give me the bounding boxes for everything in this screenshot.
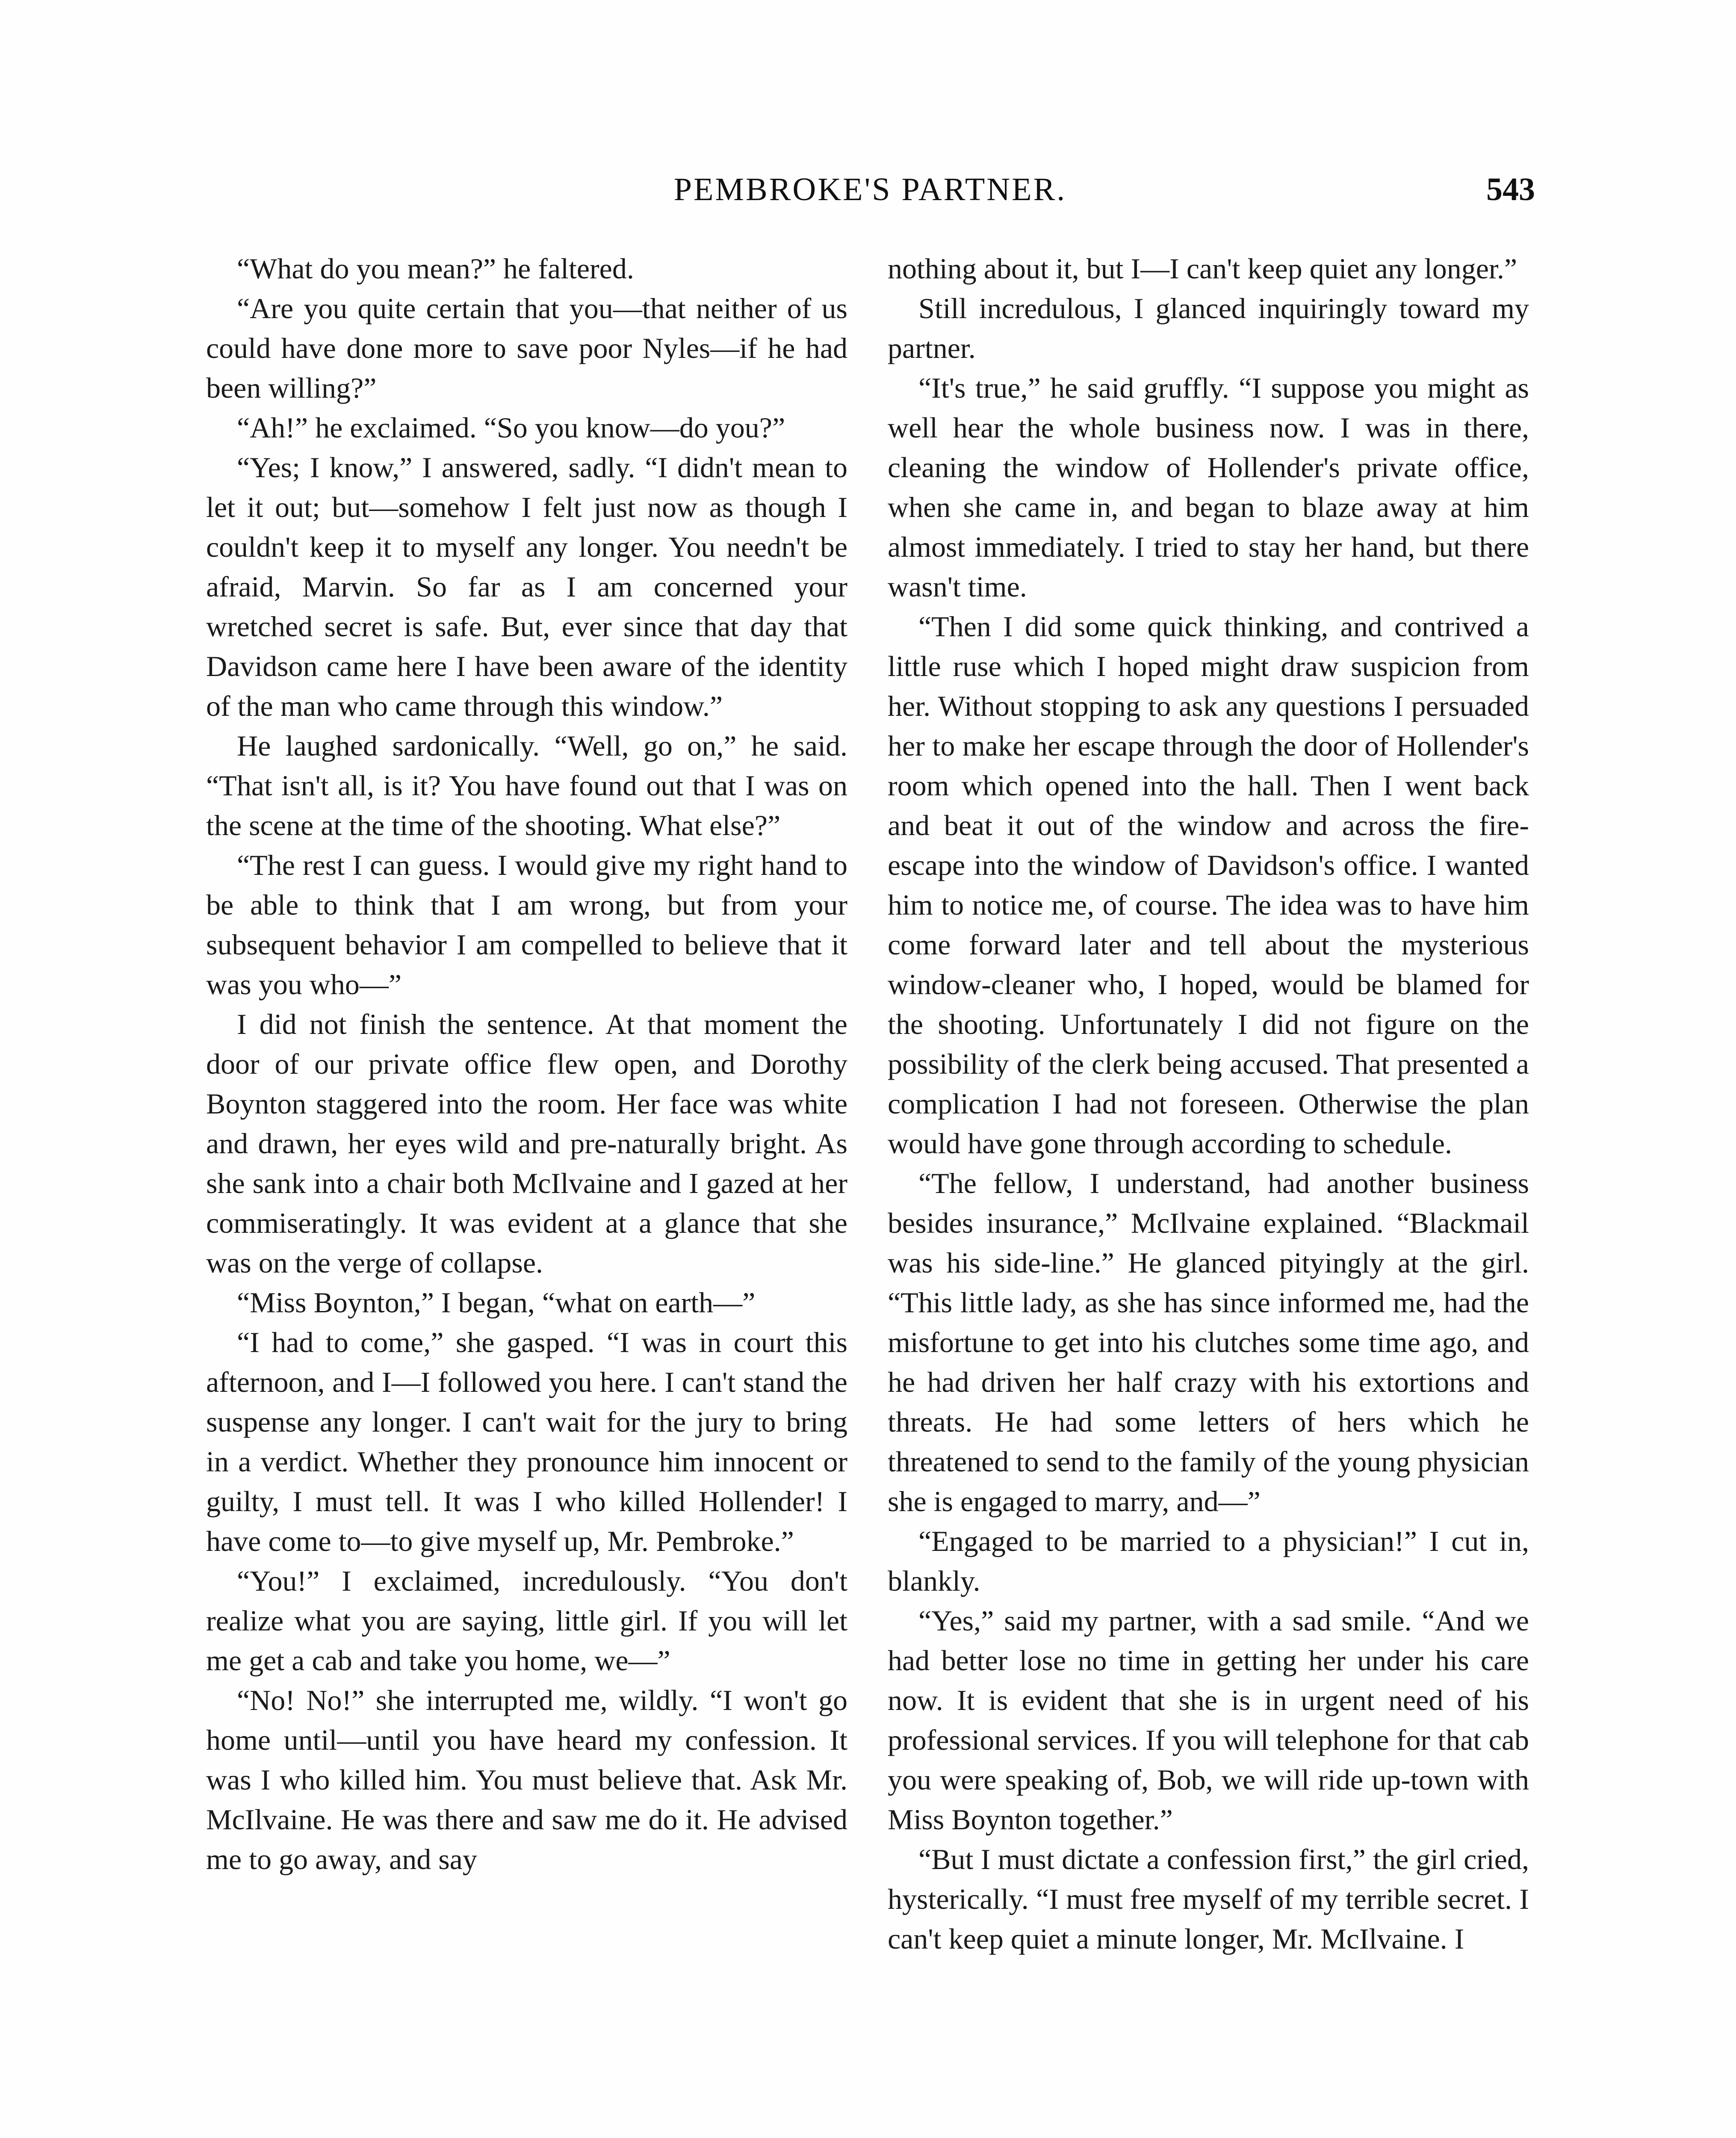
right-column	[888, 249, 1529, 1959]
paragraph: “You!” I exclaimed, incredulously. “You don't realize what you are saying, little girl. If you will let me get a cab and take you home, we—”	[206, 1565, 847, 1677]
paragraph: “Ah!” he exclaimed. “So you know—do you?”	[237, 411, 785, 444]
paragraph: “I had to come,” she gasped. “I was in court this afternoon, and I—I followed you here. I can't stand the suspense any longer. I can't wait for the jury to bring in a verdict. Whether they pronounce him innocent or guilty, I must tell. It was I who killed Hollender! I have come to—to give myself up, Mr. Pembroke.”	[206, 1326, 847, 1557]
paragraph: “Are you quite certain that you—that neither of us could have done more to save poor Nyles—if he had been willing?”	[206, 292, 847, 404]
paragraph: “What do you mean?” he faltered.	[237, 252, 634, 285]
paragraph: nothing about it, but I—I can't keep quiet any longer.”	[888, 252, 1517, 285]
paragraph: “Yes; I know,” I answered, sadly. “I didn't mean to let it out; but—somehow I felt just now as though I couldn't keep it to myself any longer. You needn't be afraid, Marvin. So far as I am concerned your wretched secret is safe. But, ever since that day that Davidson came here I have been aware of the identity of the man who came through this window.”	[206, 451, 847, 722]
paragraph: He laughed sardonically. “Well, go on,” he said. “That isn't all, is it? You have found out that I was on the scene at the time of the shooting. What else?”	[206, 729, 847, 842]
paragraph: “Yes,” said my partner, with a sad smile. “And we had better lose no time in getting her under his care now. It is evident that she is in urgent need of his professional services. If you will telephone for that cab you were speaking of, Bob, we will ride up-town with Miss Boynton together.”	[888, 1604, 1529, 1836]
paragraph: “The rest I can guess. I would give my right hand to be able to think that I am wrong, but from your subsequent behavior I am compelled to believe that it was you who—”	[206, 849, 847, 1001]
paragraph: “It's true,” he said gruffly. “I suppose you might as well hear the whole business now. I was in there, cleaning the window of Hollender's private office, when she came in, and began to blaze away at him almost immediately. I tried to stay her hand, but there wasn't time.	[888, 372, 1529, 603]
paragraph: “Miss Boynton,” I began, “what on earth—”	[237, 1286, 756, 1319]
paragraph: “Then I did some quick thinking, and contrived a little ruse which I hoped might draw suspicion from her. Without stopping to ask any questions I persuaded her to make her escape through the door of Hollender's room which opened into the hall. Then I went back and beat it out of the window and across the fire-escape into the window of Davidson's office. I wanted him to notice me, of course. The idea was to have him come forward later and tell about the mysterious window-cleaner who, I hoped, would be blamed for the shooting. Unfortunately I did not figure on the possibility of the clerk being accused. That presented a complication I had not foreseen. Otherwise the plan would have gone through according to schedule.	[888, 610, 1529, 1160]
paragraph: “No! No!” she interrupted me, wildly. “I won't go home until—until you have heard my confession. It was I who killed him. You must believe that. Ask Mr. McIlvaine. He was there and saw me do it. He advised me to go away, and say	[206, 1684, 847, 1875]
page-number: 543	[1486, 171, 1535, 207]
paragraph: “Engaged to be married to a physician!” I cut in, blankly.	[888, 1525, 1529, 1597]
paragraph: “The fellow, I understand, had another business besides insurance,” McIlvaine explained. “Blackmail was his side-line.” He glanced pityingly at the girl. “This little lady, as she has since informed me, had the misfortune to get into his clutches some time ago, and he had driven her half crazy with his extortions and threats. He had some letters of hers which he threatened to send to the family of the young physician she is engaged to marry, and—”	[888, 1167, 1529, 1518]
page-header	[205, 171, 1535, 218]
paragraph: I did not finish the sentence. At that moment the door of our private office flew open, and Dorothy Boynton staggered into the room. Her face was white and drawn, her eyes wild and pre-naturally bright. As she sank into a chair both McIlvaine and I gazed at her commiseratingly. It was evident at a glance that she was on the verge of collapse.	[206, 1008, 847, 1279]
left-column	[206, 249, 847, 1879]
paragraph: Still incredulous, I glanced inquiringly toward my partner.	[888, 292, 1529, 364]
paragraph: “But I must dictate a confession first,” the girl cried, hysterically. “I must free myself of my terrible secret. I can't keep quiet a minute longer, Mr. McIlvaine. I	[888, 1843, 1529, 1955]
running-title: PEMBROKE'S PARTNER.	[673, 171, 1067, 207]
